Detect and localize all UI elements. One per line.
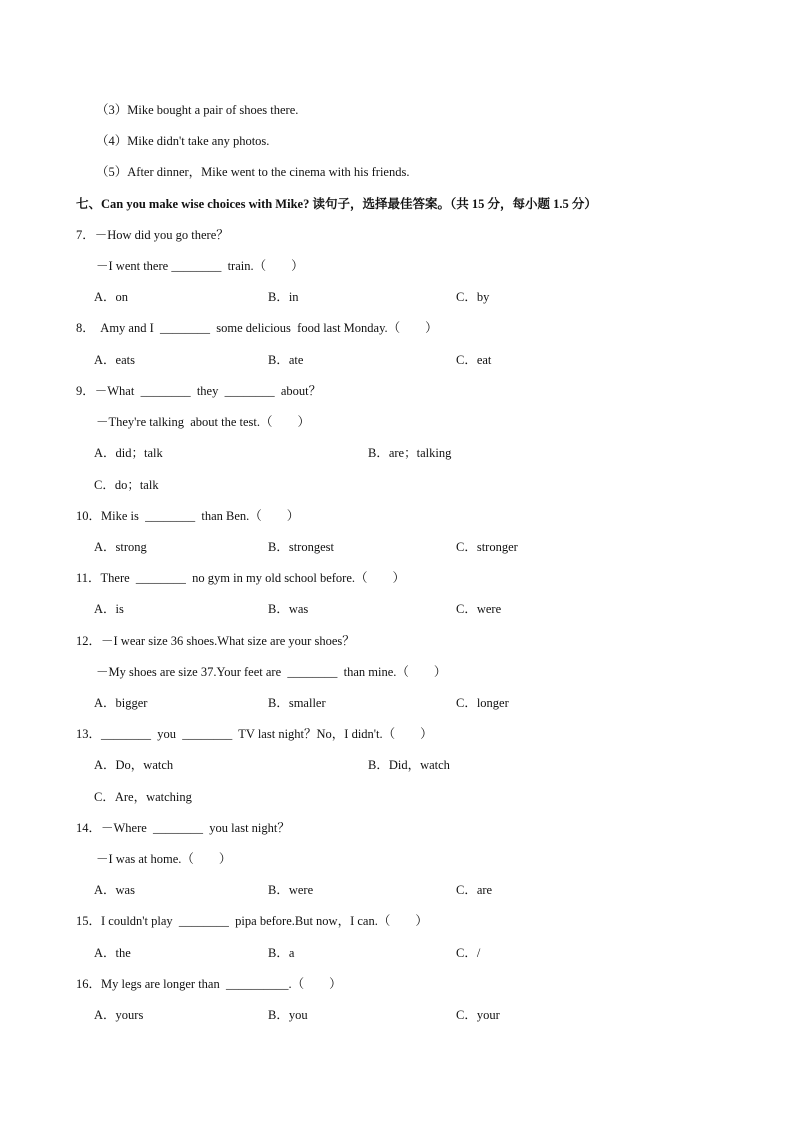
question-14-stem: 14．－Where ________ you last night？: [76, 821, 290, 835]
question-8-option-b[interactable]: B．ate: [268, 353, 304, 367]
question-9-option-c[interactable]: C．do；talk: [94, 478, 159, 492]
question-13-option-a[interactable]: A．Do，watch: [94, 758, 174, 772]
question-7-reply: －I went there ________ train.（ ）: [96, 259, 304, 273]
question-10-option-a[interactable]: A．strong: [94, 540, 147, 554]
question-11-option-b[interactable]: B．was: [268, 602, 309, 616]
question-11-stem: 11．There ________ no gym in my old school before.（ ）: [76, 571, 406, 585]
intro-item-5: （5）After dinner，Mike went to the cinema with his friends.: [96, 165, 410, 179]
question-16-option-c[interactable]: C．your: [456, 1008, 500, 1022]
question-9-option-b[interactable]: B．are；talking: [368, 446, 452, 460]
question-7-option-a[interactable]: A．on: [94, 290, 129, 304]
question-13-option-c[interactable]: C．Are，watching: [94, 790, 192, 804]
question-8-stem: 8． Amy and I ________ some delicious food last Monday.（ ）: [76, 321, 438, 335]
question-14-option-c[interactable]: C．are: [456, 883, 493, 897]
question-15-stem: 15．I couldn't play ________ pipa before.But now，I can.（ ）: [76, 914, 428, 928]
question-7-option-b[interactable]: B．in: [268, 290, 299, 304]
question-16-option-a[interactable]: A．yours: [94, 1008, 144, 1022]
intro-item-4: （4）Mike didn't take any photos.: [96, 134, 270, 148]
question-15-option-c[interactable]: C．/: [456, 946, 481, 960]
question-12-stem: 12．－I wear size 36 shoes.What size are your shoes？: [76, 634, 355, 648]
question-15-option-a[interactable]: A．the: [94, 946, 131, 960]
question-7-option-c[interactable]: C．by: [456, 290, 490, 304]
question-13-option-b[interactable]: B．Did，watch: [368, 758, 450, 772]
question-15-option-b[interactable]: B．a: [268, 946, 295, 960]
question-9-reply: －They're talking about the test.（ ）: [96, 415, 311, 429]
question-12-option-b[interactable]: B．smaller: [268, 696, 326, 710]
question-14-option-b[interactable]: B．were: [268, 883, 314, 897]
question-12-option-c[interactable]: C．longer: [456, 696, 509, 710]
question-10-option-c[interactable]: C．stronger: [456, 540, 518, 554]
question-14-option-a[interactable]: A．was: [94, 883, 135, 897]
question-10-option-b[interactable]: B．strongest: [268, 540, 334, 554]
question-9-option-a[interactable]: A．did；talk: [94, 446, 163, 460]
question-16-option-b[interactable]: B．you: [268, 1008, 308, 1022]
question-8-option-c[interactable]: C．eat: [456, 353, 492, 367]
question-12-reply: －My shoes are size 37.Your feet are ________ than mine.（ ）: [96, 665, 447, 679]
question-13-stem: 13．________ you ________ TV last night？No，I didn't.（ ）: [76, 727, 433, 741]
question-9-stem: 9．－What ________ they ________ about？: [76, 384, 322, 398]
question-14-reply: －I was at home.（ ）: [96, 852, 232, 866]
question-11-option-c[interactable]: C．were: [456, 602, 502, 616]
question-10-stem: 10．Mike is ________ than Ben.（ ）: [76, 509, 300, 523]
question-12-option-a[interactable]: A．bigger: [94, 696, 148, 710]
question-7-stem: 7．－How did you go there？: [76, 228, 229, 242]
intro-item-3: （3）Mike bought a pair of shoes there.: [96, 103, 299, 117]
question-16-stem: 16．My legs are longer than __________.（ ）: [76, 977, 342, 991]
question-11-option-a[interactable]: A．is: [94, 602, 124, 616]
question-8-option-a[interactable]: A．eats: [94, 353, 135, 367]
section-heading: 七、Can you make wise choices with Mike? 读句子，选择最佳答案。（共 15 分，每小题 1.5 分）: [76, 197, 597, 211]
